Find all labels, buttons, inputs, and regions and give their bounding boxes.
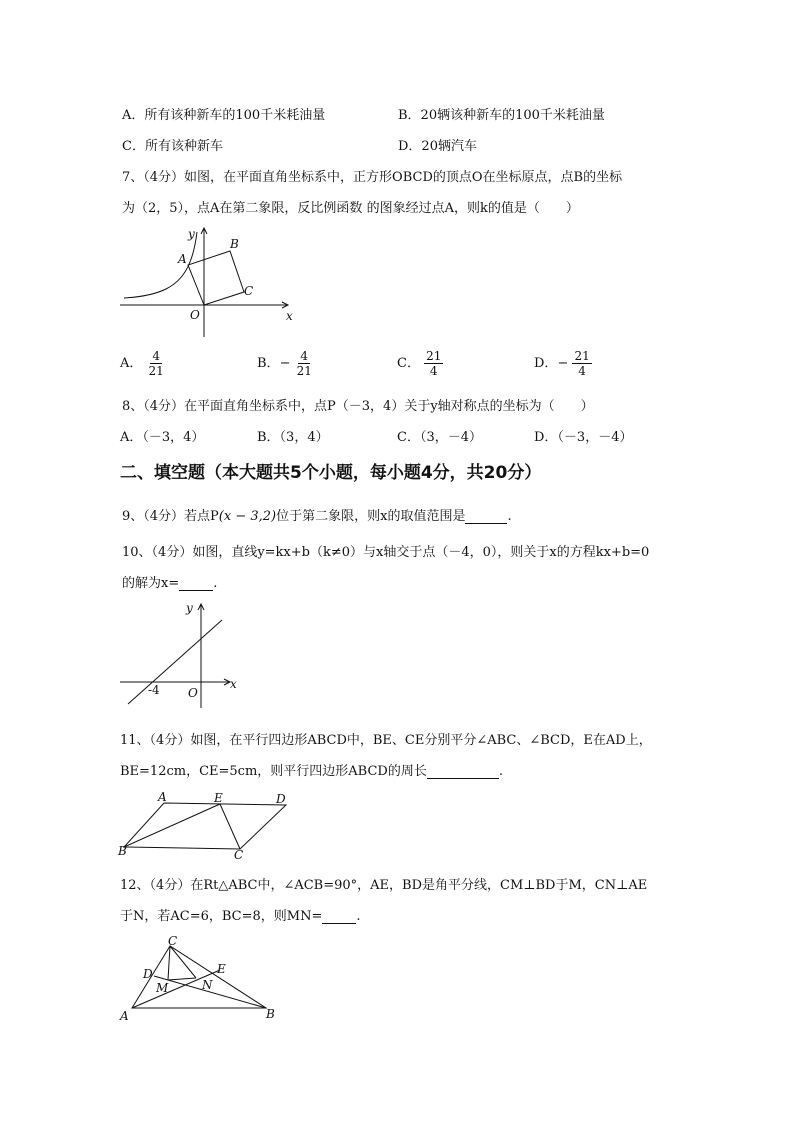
q12-segment-mn: [168, 978, 196, 980]
q12-label-c: C: [168, 934, 178, 948]
q7-stem-line1: 7、（4分）如图，在平面直角坐标系中，正方形OBCD的顶点O在坐标原点，点B的坐标: [122, 170, 623, 185]
q7-option-b: B．− $\frac{4}{21}$: [257, 349, 312, 378]
q12-label-b: B: [266, 1007, 275, 1021]
q11-segment-ce: [220, 804, 240, 849]
q7-option-d: D．− $\frac{21}{4}$: [534, 349, 590, 378]
q12-label-n: N: [202, 978, 213, 992]
q11-stem-line2: BE=12cm，CE=5cm，则平行四边形ABCD的周长 .: [120, 764, 503, 779]
q7-label-y: y: [188, 227, 195, 241]
q9-answer-blank[interactable]: [465, 511, 507, 524]
q9-stem: 9、（4分）若点P(x − 3,2)位于第二象限，则x的取值范围是 .: [122, 509, 512, 524]
q10-label-o: O: [188, 686, 198, 700]
q6-option-d: D．20辆汽车: [398, 139, 477, 154]
q6-option-b: B．20辆该种新车的100千米耗油量: [398, 108, 605, 123]
q10-line: [128, 620, 222, 704]
q11-figure: [116, 789, 296, 861]
q11-answer-blank[interactable]: [427, 766, 499, 779]
q12-stem-line1: 12、（4分）在Rt△ABC中，∠ACB=90°，AE，BD是角平分线，CM⊥BD于M，CN⊥AE: [120, 878, 648, 893]
q7-option-c: C． $\frac{21}{4}$: [397, 349, 442, 378]
q11-label-d: D: [276, 792, 286, 806]
q12-answer-blank[interactable]: [322, 911, 356, 924]
q12-segment-cn: [170, 946, 196, 978]
q6-option-c: C．所有该种新车: [122, 139, 223, 154]
q8-stem: 8、（4分）在平面直角坐标系中，点P（－3，4）关于y轴对称点的坐标为（ ）: [122, 399, 594, 414]
q12-label-e: E: [217, 962, 226, 976]
q10-stem-line2: 的解为x= .: [122, 576, 218, 591]
q7-label-x: x: [286, 309, 293, 323]
q12-stem-line2: 于N，若AC=6，BC=8，则MN= .: [120, 909, 361, 924]
q10-stem-line1: 10、（4分）如图，直线y=kx+b（k≠0）与x轴交于点（－4，0），则关于x的方程kx+b=0: [122, 545, 650, 560]
q7-label-o: O: [190, 308, 200, 322]
q8-option-c: C．（3，－4）: [397, 430, 482, 445]
q7-figure: [118, 222, 308, 342]
q7-label-b: B: [230, 237, 239, 251]
q11-parallelogram: [124, 803, 286, 849]
q11-label-c: C: [234, 848, 244, 861]
q12-segment-cm: [168, 946, 170, 980]
q11-segment-be: [124, 804, 220, 847]
q10-label-y: y: [186, 601, 193, 615]
q6-option-a: A．所有该种新车的100千米耗油量: [122, 108, 326, 123]
q7-label-c: C: [244, 284, 254, 298]
q7-square: [188, 251, 244, 305]
q11-label-a: A: [158, 790, 167, 804]
q7-stem-line2: 为（2，5），点A在第二象限，反比例函数 的图象经过点A，则k的值是（ ）: [122, 201, 579, 216]
q12-figure: [116, 932, 288, 1024]
q7-option-a: A． $\frac{4}{21}$: [120, 349, 164, 378]
q8-option-a: A．（－3，4）: [120, 430, 205, 445]
q12-label-a: A: [120, 1009, 129, 1023]
q8-option-b: B．（3，4）: [257, 430, 329, 445]
q7-label-a: A: [178, 252, 187, 266]
q10-answer-blank[interactable]: [179, 578, 213, 591]
q11-label-b: B: [118, 844, 127, 858]
q10-figure: [118, 598, 248, 710]
q12-label-d: D: [143, 967, 153, 981]
q10-label-x: x: [230, 677, 237, 691]
q11-stem-line1: 11、（4分）如图，在平行四边形ABCD中，BE、CE分别平分∠ABC、∠BCD，E在AD上，: [120, 733, 652, 748]
q8-option-d: D．（－3，－4）: [534, 430, 633, 445]
section-title: 二、填空题（本大题共5个小题，每小题4分，共20分）: [120, 463, 542, 483]
q12-label-m: M: [156, 981, 169, 995]
q10-label-minus4: -4: [148, 683, 160, 697]
q11-label-e: E: [214, 791, 223, 805]
